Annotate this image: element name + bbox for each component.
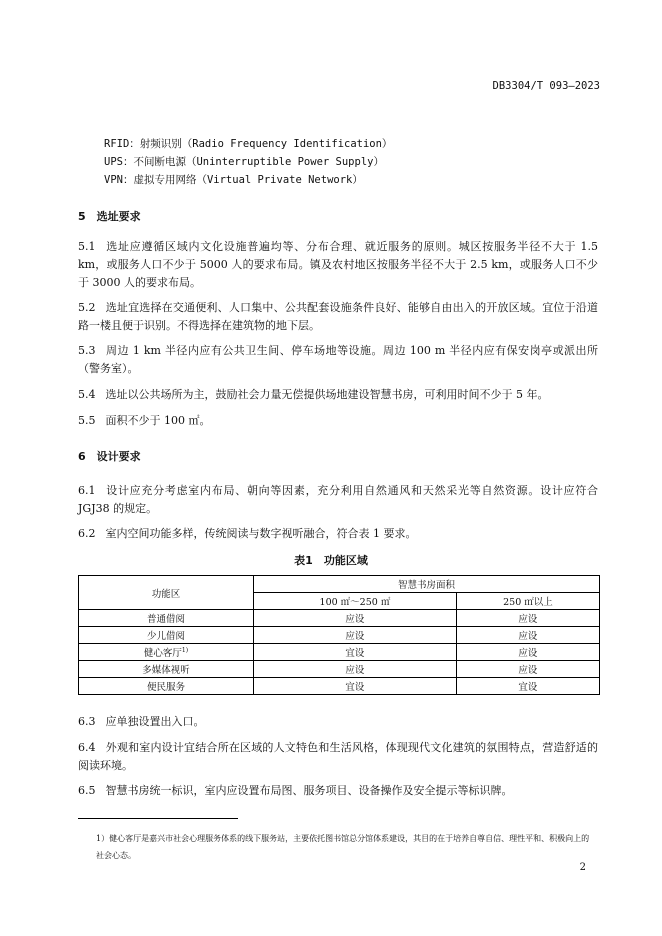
table-row <box>79 627 600 644</box>
footnote: 1）健心客厅是嘉兴市社会心理服务体系的线下服务站，主要依托图书馆总分馆体系建设，其目的在于培养自尊自信、理性平和、积极向上的社会心态。 <box>96 834 590 860</box>
clause-6-4 <box>78 739 598 775</box>
clause-text: 室内空间功能多样，传统阅读与数字视听融合，符合表 1 要求。 <box>105 527 417 540</box>
clause-text: 设计应充分考虑室内布局、朝向等因素，充分利用自然通风和天然采光等自然资源。设计应符合 JGJ38 的规定。 <box>78 484 598 515</box>
area-cell: 普通借阅 <box>79 610 254 627</box>
col-header-large: 250 ㎡以上 <box>456 593 599 610</box>
small-cell: 应设 <box>254 610 457 627</box>
small-cell: 应设 <box>254 661 457 678</box>
function-area-table <box>78 575 600 695</box>
clause-text: 周边 1 km 半径内应有公共卫生间、停车场地等设施。周边 100 m 半径内应有保安岗亭或派出所（警务室）。 <box>78 344 598 375</box>
large-cell: 应设 <box>456 644 599 661</box>
clause-number: 6.5 <box>78 784 96 797</box>
clause-number: 6.3 <box>78 715 96 728</box>
clause-text: 外观和室内设计宜结合所在区域的人文特色和生活风格，体现现代文化建筑的氛围特点，营造舒适的阅读环境。 <box>78 741 598 772</box>
clause-text: 应单独设置出入口。 <box>105 715 205 728</box>
page-number: 2 <box>579 862 586 873</box>
abbreviation-rfid: RFID：射频识别（Radio Frequency Identification） <box>104 138 393 150</box>
clause-number: 6.4 <box>78 741 96 754</box>
col-header-small: 100 ㎡～250 ㎡ <box>254 593 457 610</box>
col-header-area: 功能区 <box>79 576 254 610</box>
clause-number: 5.4 <box>78 388 96 401</box>
document-code: DB3304/T 093—2023 <box>492 80 600 92</box>
table-row <box>79 644 600 661</box>
clause-number: 5.5 <box>78 414 96 427</box>
small-cell: 宜设 <box>254 644 457 661</box>
large-cell: 应设 <box>456 661 599 678</box>
col-header-group: 智慧书房面积 <box>254 576 600 593</box>
section-5-title: 5 选址要求 <box>78 210 141 223</box>
large-cell: 宜设 <box>456 678 599 695</box>
clause-text: 选址应遵循区域内文化设施普遍均等、分布合理、就近服务的原则。城区按服务半径不大于 1.5 km，或服务人口不少于 5000 人的要求布局。镇及农村地区按服务半径不大于 2.5 km，或服务人口不少于 3000 人的要求布局。 <box>78 240 598 289</box>
footnote-divider <box>78 818 238 819</box>
clause-number: 5.2 <box>78 301 96 314</box>
area-cell: 便民服务 <box>79 678 254 695</box>
section-6-title: 6 设计要求 <box>78 450 141 463</box>
abbreviation-vpn: VPN：虚拟专用网络（Virtual Private Network） <box>104 174 363 186</box>
clause-text: 面积不少于 100 ㎡。 <box>105 414 211 427</box>
clause-6-5 <box>78 782 598 800</box>
abbreviation-ups: UPS：不间断电源（Uninterruptible Power Supply） <box>104 156 384 168</box>
small-cell: 应设 <box>254 627 457 644</box>
clause-number: 6.2 <box>78 527 96 540</box>
table-row <box>79 678 600 695</box>
area-cell: 健心客厅$^{1)}$ <box>79 644 254 661</box>
clause-text: 智慧书房统一标识，室内应设置布局图、服务项目、设备操作及安全提示等标识牌。 <box>105 784 513 797</box>
clause-number: 5.3 <box>78 344 96 357</box>
clause-5-1 <box>78 238 598 292</box>
clause-text: 选址以公共场所为主，鼓励社会力量无偿提供场地建设智慧书房，可利用时间不少于 5 年。 <box>105 388 549 401</box>
clause-6-3 <box>78 713 598 731</box>
area-cell: 多媒体视听 <box>79 661 254 678</box>
clause-number: 6.1 <box>78 484 96 497</box>
clause-5-5 <box>78 412 598 430</box>
area-cell: 少儿借阅 <box>79 627 254 644</box>
small-cell: 宜设 <box>254 678 457 695</box>
clause-number: 5.1 <box>78 240 96 253</box>
large-cell: 应设 <box>456 610 599 627</box>
large-cell: 应设 <box>456 627 599 644</box>
clause-text: 选址宜选择在交通便利、人口集中、公共配套设施条件良好、能够自由出入的开放区域。宜位于沿道路一楼且便于识别。不得选择在建筑物的地下层。 <box>78 301 598 332</box>
clause-6-2 <box>78 525 598 543</box>
clause-5-2 <box>78 299 598 335</box>
table-row <box>79 610 600 627</box>
clause-5-3 <box>78 342 598 378</box>
table-title: 表1 功能区域 <box>294 554 368 567</box>
table-row <box>79 661 600 678</box>
clause-5-4 <box>78 386 598 404</box>
clause-6-1 <box>78 482 598 518</box>
